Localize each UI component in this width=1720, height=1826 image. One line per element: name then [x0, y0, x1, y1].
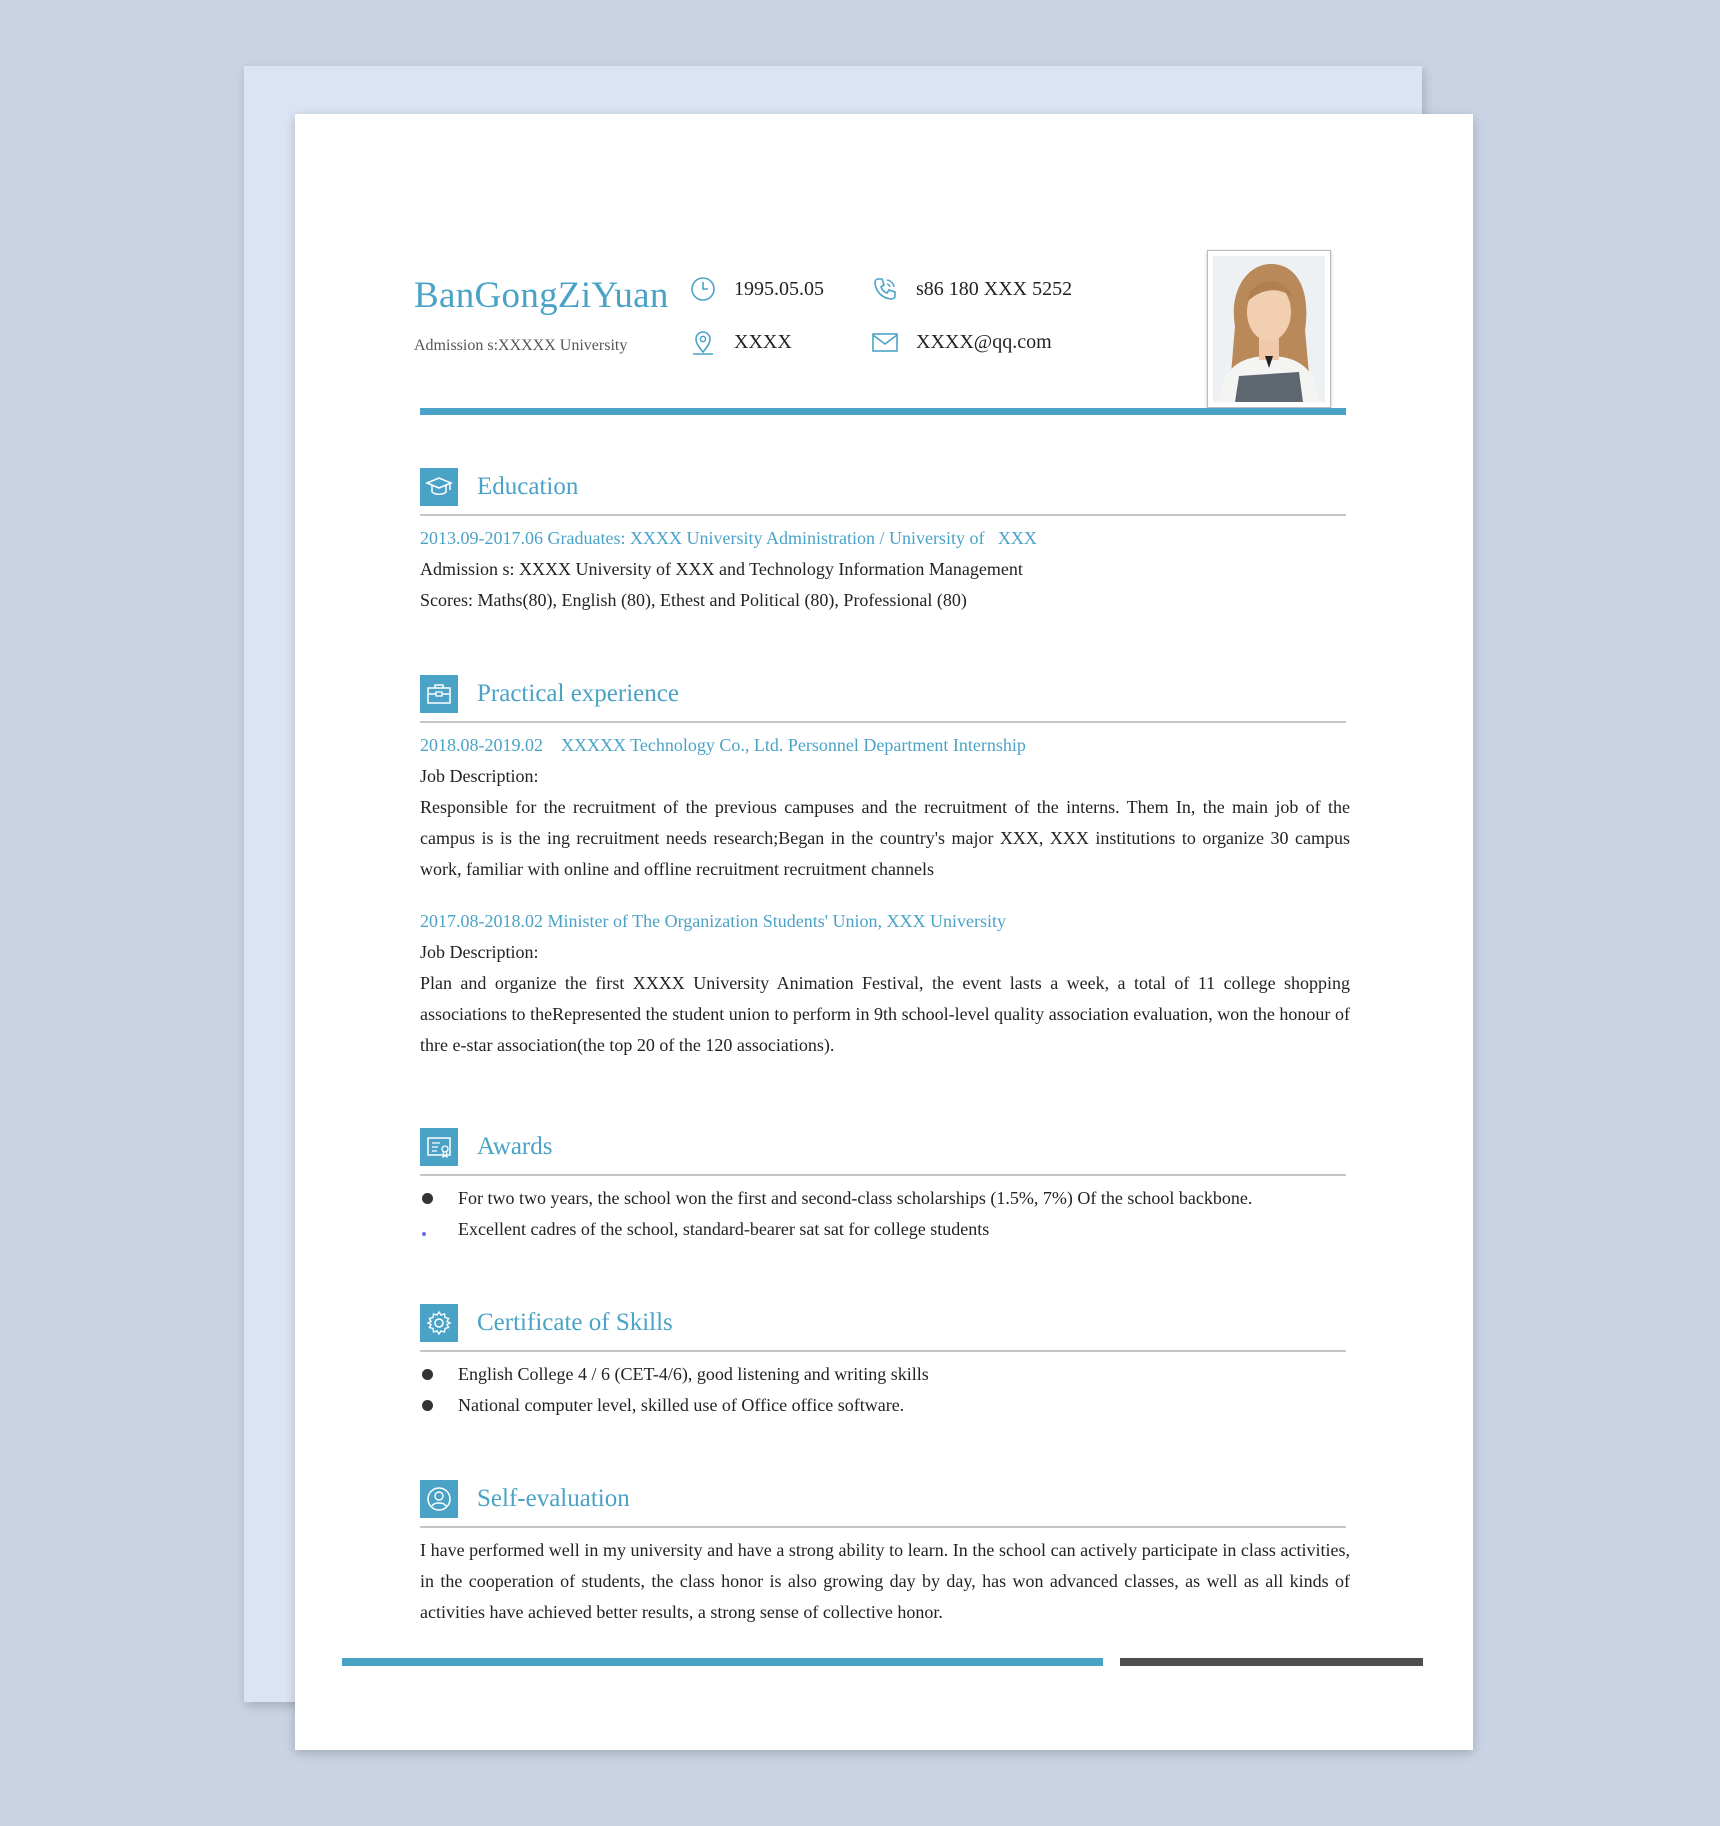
clock-icon — [688, 274, 718, 304]
section-awards — [420, 1128, 1346, 1245]
gear-icon — [420, 1304, 458, 1342]
birth-date-value: 1995.05.05 — [734, 277, 824, 300]
phone — [870, 274, 1072, 304]
section-header — [420, 1480, 1346, 1528]
certificate-icon — [420, 1128, 458, 1166]
list-item-text: For two two years, the school won the first and second-class scholarships (1.5%, 7%) Of the school backbone. — [458, 1188, 1253, 1208]
location-pin-icon — [688, 327, 718, 357]
list-item-text: Excellent cadres of the school, standard-bearer sat sat for college students — [458, 1219, 990, 1239]
list-item-text: National computer level, skilled use of Office office software. — [458, 1395, 905, 1415]
list-item — [420, 1390, 1346, 1421]
footer-bar-blue — [342, 1658, 1103, 1666]
list-item — [420, 1359, 1346, 1390]
education-scores: Scores: Maths(80), English (80), Ethest and Political (80), Professional (80) — [420, 590, 967, 610]
email — [870, 327, 1052, 357]
email-value: XXXX@qq.com — [916, 330, 1052, 353]
section-skills — [420, 1304, 1346, 1421]
section-self-evaluation — [420, 1480, 1350, 1628]
location — [688, 327, 792, 357]
envelope-icon — [870, 327, 900, 357]
list-item — [420, 1214, 1346, 1245]
experience-heading: 2018.08-2019.02 XXXXX Technology Co., Ltd. Personnel Department Internship — [420, 735, 1026, 755]
header-divider — [420, 408, 1346, 415]
list-item-text: English College 4 / 6 (CET-4/6), good listening and writing skills — [458, 1364, 929, 1384]
job-description-label: Job Description: — [420, 766, 539, 786]
section-title: Practical experience — [477, 680, 679, 707]
section-title: Education — [477, 473, 579, 500]
graduation-cap-icon — [420, 468, 458, 506]
admission-line: Admission s:XXXXX University — [414, 337, 628, 354]
phone-value: s86 180 XXX 5252 — [916, 277, 1073, 300]
bullet-icon — [422, 1400, 433, 1411]
awards-list — [420, 1183, 1346, 1245]
self-evaluation-text: I have performed well in my university and have a strong ability to learn. In the school can actively participate in class activities, in the cooperation of students, the class honor is also growing day by day, has won advanced classes, as well as all kinds of activities have achieved better results, a strong sense of collective honor. — [420, 1540, 1350, 1622]
job-description-label: Job Description: — [420, 942, 539, 962]
education-admission: Admission s: XXXX University of XXX and Technology Information Management — [420, 559, 1023, 579]
section-header — [420, 468, 1346, 516]
job-description-text: Responsible for the recruitment of the previous campuses and the recruitment of the interns. Them In, the main job of the campus is is the ing recruitment needs research;Began in the country's major XXX, XXX institutions to organize 30 campus work, familiar with online and offline recruitment recruitment channels — [420, 797, 1350, 879]
section-title: Certificate of Skills — [477, 1309, 673, 1336]
resume-page — [295, 114, 1473, 1750]
location-value: XXXX — [734, 330, 792, 353]
birth-date — [688, 274, 824, 304]
experience-heading: 2017.08-2018.02 Minister of The Organization Students' Union, XXX University — [420, 911, 1007, 931]
spacer — [420, 885, 1346, 895]
education-period: 2013.09-2017.06 Graduates: XXXX University Administration / University of XXX — [420, 528, 1037, 548]
section-header — [420, 675, 1346, 723]
bullet-icon — [422, 1369, 433, 1380]
section-title: Self-evaluation — [477, 1485, 630, 1512]
bullet-icon — [422, 1232, 426, 1236]
portrait-illustration — [1213, 256, 1325, 402]
job-description-text: Plan and organize the first XXXX University Animation Festival, the event lasts a week, a total of 11 college shopping associations to theRepresented the student union to perform in 9th school-level quality association evaluation, won the honour of thre e-star association(the top 20 of the 120 associations). — [420, 973, 1350, 1055]
section-header — [420, 1304, 1346, 1352]
briefcase-icon — [420, 675, 458, 713]
person-icon — [420, 1480, 458, 1518]
skills-list — [420, 1359, 1346, 1421]
footer-bar-dark — [1120, 1658, 1423, 1666]
list-item — [420, 1183, 1346, 1214]
phone-icon — [870, 274, 900, 304]
section-education — [420, 468, 1346, 616]
candidate-name: BanGongZiYuan — [414, 275, 669, 316]
section-header — [420, 1128, 1346, 1176]
bullet-icon — [422, 1193, 433, 1204]
section-title: Awards — [477, 1133, 553, 1160]
profile-photo — [1207, 250, 1331, 408]
section-practical-experience — [420, 675, 1350, 1061]
